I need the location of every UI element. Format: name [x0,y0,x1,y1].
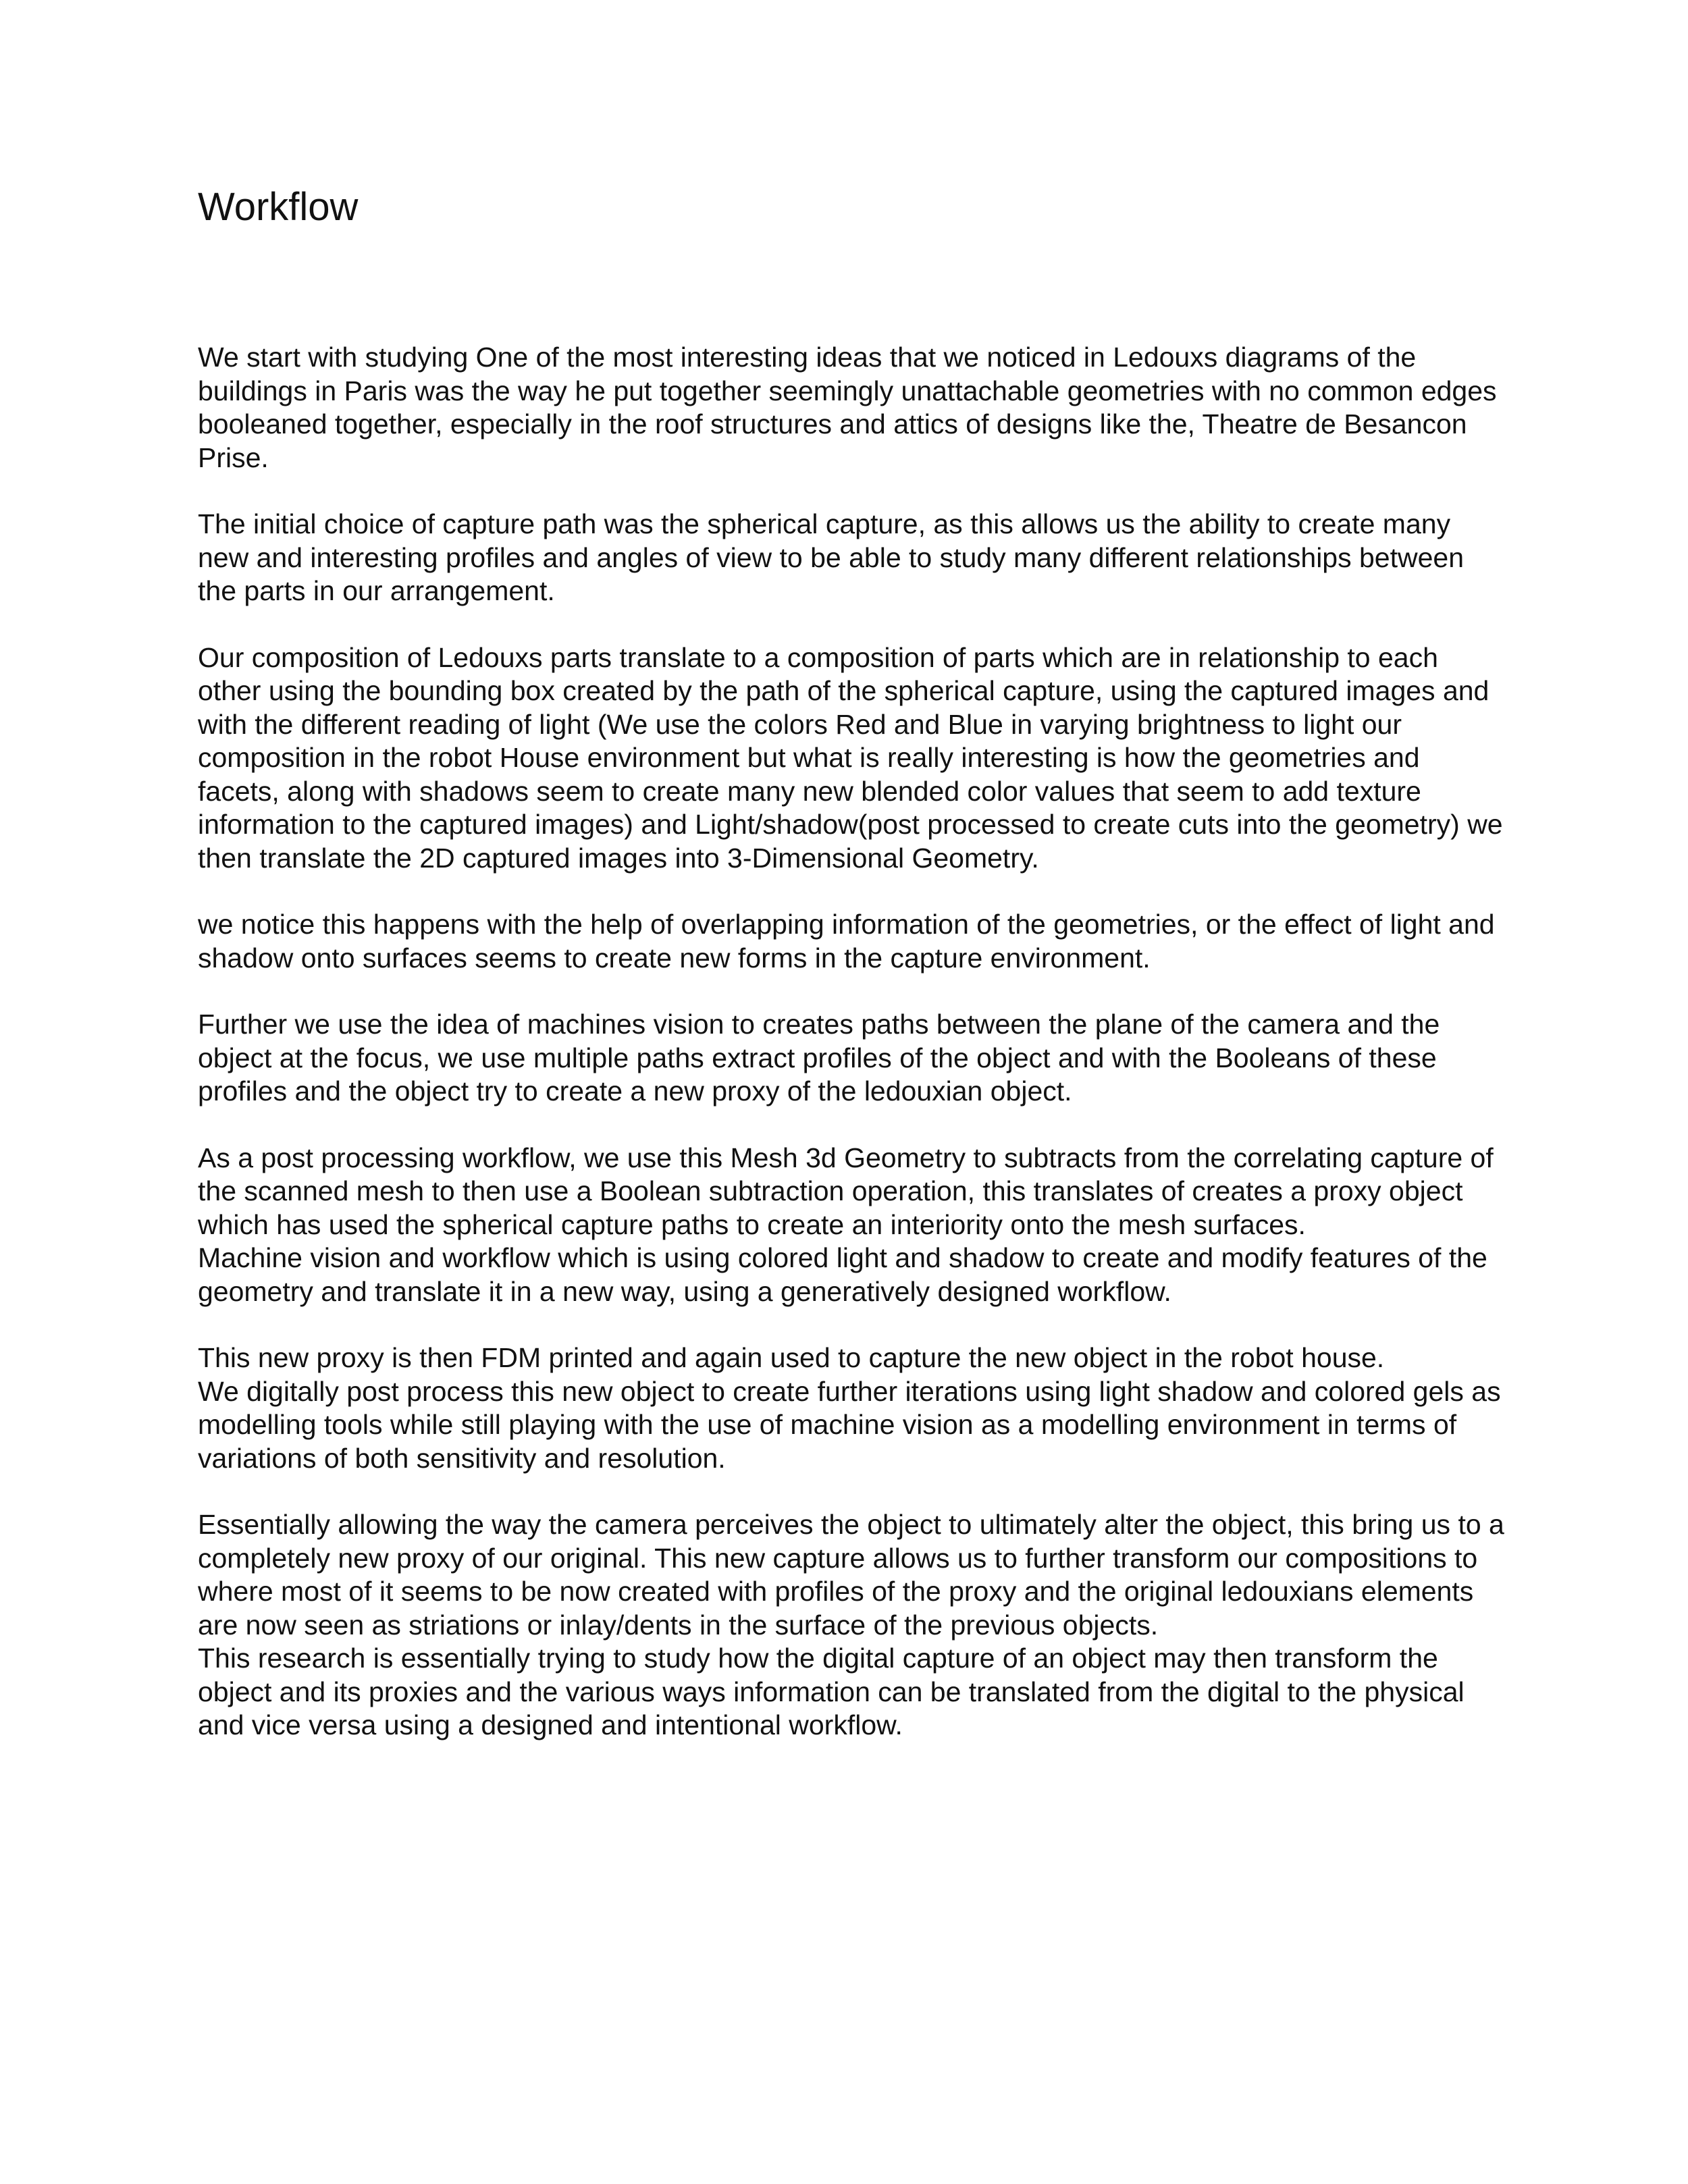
paragraph-10: Essentially allowing the way the camera perceives the object to ultimately alter the object, this bring us to a completely new proxy of our original. This new capture allows us to further transform our compositions to where most of it seems to be now created with profiles of the proxy and the original ledouxians elements are now seen as striations or inlay/dents in the surface of the previous objects. [198,1509,1504,1641]
page-title: Workflow [198,185,359,229]
paragraph-1: We start with studying One of the most interesting ideas that we noticed in Ledouxs diagrams of the buildings in Paris was the way he put together seemingly unattachable geometries with no common edges booleaned together, especially in the roof structures and attics of designs like the, Theatre de Besancon Prise. [198,342,1497,473]
body-text [198,341,1508,1742]
paragraph-4: we notice this happens with the help of overlapping information of the geometries, or the effect of light and shadow onto surfaces seems to create new forms in the capture environment. [198,909,1495,974]
paragraph-2: The initial choice of capture path was the spherical capture, as this allows us the ability to create many new and interesting profiles and angles of view to be able to study many different relationships between the parts in our arrangement. [198,508,1465,606]
paragraph-6: As a post processing workflow, we use this Mesh 3d Geometry to subtracts from the correlating capture of the scanned mesh to then use a Boolean subtraction operation, this translates of creates a proxy object which has used the spherical capture paths to create an interiority onto the mesh surfaces. [198,1142,1494,1240]
paragraph-7: Machine vision and workflow which is using colored light and shadow to create and modify features of the geometry and translate it in a new way, using a generatively designed workflow. [198,1242,1487,1307]
paragraph-9: We digitally post process this new object to create further iterations using light shadow and colored gels as modelling tools while still playing with the use of machine vision as a modelling environment in terms of variations of both sensitivity and resolution. [198,1375,1501,1474]
paragraph-11: This research is essentially trying to study how the digital capture of an object may then transform the object and its proxies and the various ways information can be translated from the digital to the physical and vice versa using a designed and intentional workflow. [198,1643,1465,1740]
paragraph-3: Our composition of Ledouxs parts translate to a composition of parts which are in relationship to each other using the bounding box created by the path of the spherical capture, using the captured images and with the different reading of light (We use the colors Red and Blue in varying brightness to light our composition in the robot House environment but what is really interesting is how the geometries and facets, along with shadows seem to create many new blended color values that seem to add texture information to the captured images) and Light/shadow(post processed to create cuts into the geometry) we then translate the 2D captured images into 3-Dimensional Geometry. [198,641,1503,874]
paragraph-8: This new proxy is then FDM printed and again used to capture the new object in the robot house. [198,1342,1385,1373]
paragraph-5: Further we use the idea of machines vision to creates paths between the plane of the camera and the object at the focus, we use multiple paths extract profiles of the object and with the Booleans of these profiles and the object try to create a new proxy of the ledouxian object. [198,1009,1440,1107]
